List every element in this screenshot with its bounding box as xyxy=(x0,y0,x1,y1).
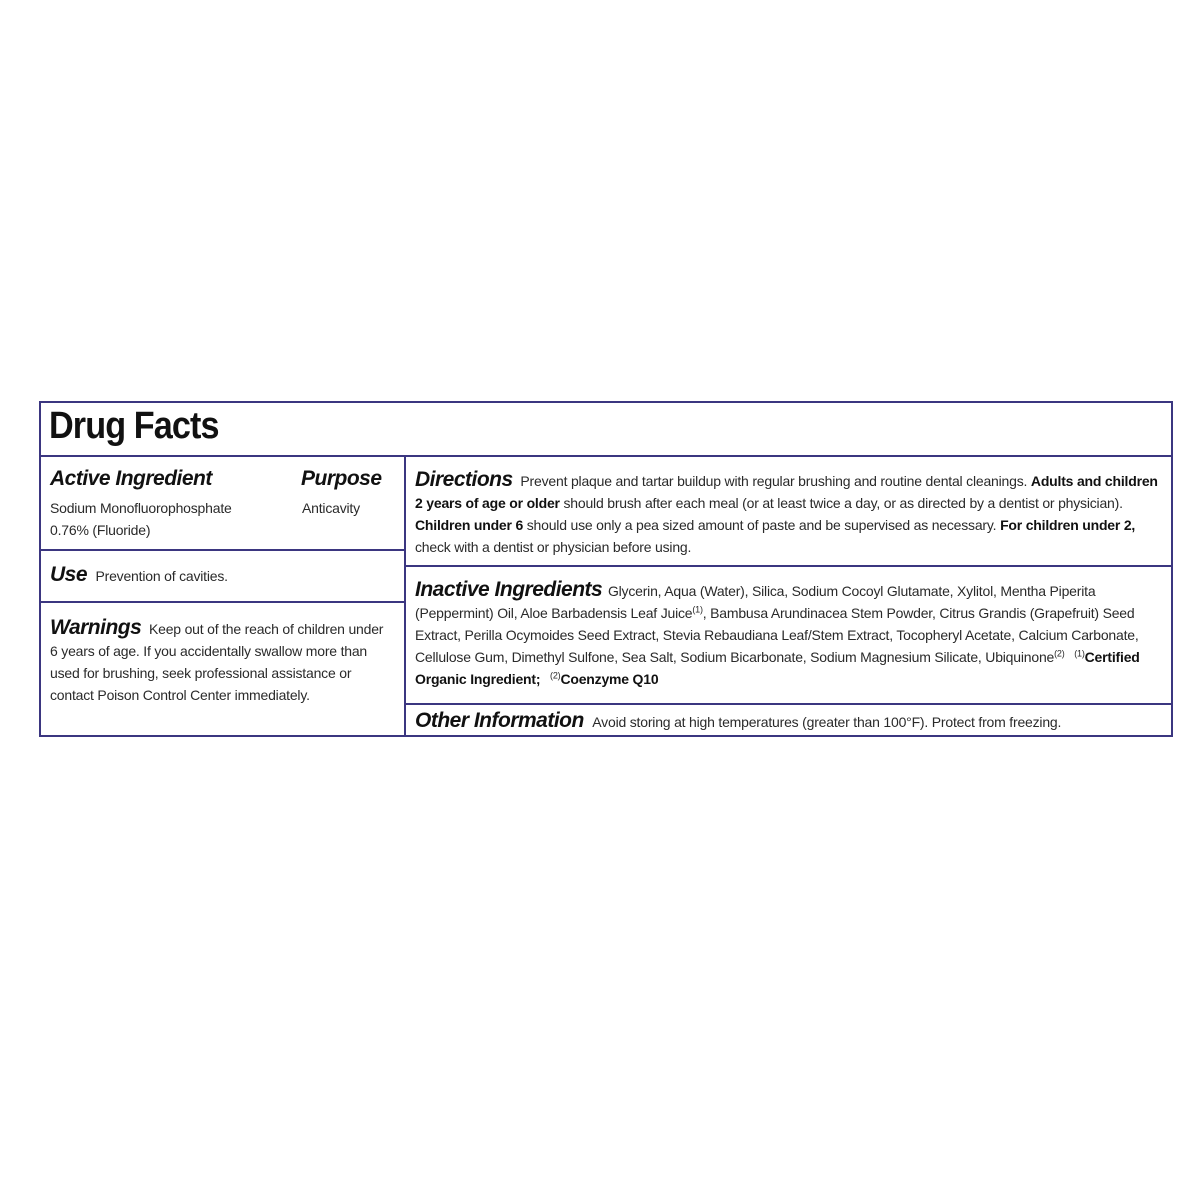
warnings-text: Keep out of the reach of children under 6 years of age. If you accidentally swallow more than used for brushing, seek professional assistance or contact Poison Control Center immediately. xyxy=(50,621,384,703)
directions-text-4: check with a dentist or physician before using. xyxy=(415,539,692,555)
left-column xyxy=(41,457,406,737)
inactive-ingredients-text-1: Glycerin, Aqua (Water), Silica, Sodium Cocoyl Glutamate, Xylitol, Mentha Piperita (Peppermint) Oil, Aloe Barbadensis Leaf Juice xyxy=(415,583,1096,621)
active-ingredient-name: Sodium Monofluorophosphate xyxy=(50,500,232,516)
directions-children-under-2: For children under 2, xyxy=(1000,517,1136,533)
other-information-text: Avoid storing at high temperatures (greater than 100°F). Protect from freezing. xyxy=(592,714,1062,730)
footnote-note-marker-1: (1) xyxy=(1074,648,1085,659)
directions-section xyxy=(406,457,1173,567)
footnote-certified-organic: Certified Organic Ingredient; xyxy=(415,649,1140,687)
title-row xyxy=(41,403,1171,457)
warnings-block xyxy=(50,617,390,706)
active-ingredient-heading: Active Ingredient xyxy=(50,467,212,490)
inactive-ingredients-block xyxy=(415,579,1163,690)
footnote-coenzyme: Coenzyme Q10 xyxy=(560,671,659,687)
use-heading: Use xyxy=(50,563,88,586)
other-information-section xyxy=(406,705,1173,737)
purpose-value: Anticavity xyxy=(302,500,360,516)
purpose-heading: Purpose xyxy=(301,467,382,490)
inactive-ingredients-text-2: , Bambusa Arundinacea Stem Powder, Citrus Grandis (Grapefruit) Seed Extract, Perilla Ocymoides Seed Extract, Stevia Rebaudiana Leaf/Stem Extract, Tocopheryl Acetate, Calcium Carbonate, Cellulose Gum, Dimethyl Sulfone, Sea Salt, Sodium Bicarbonate, Sodium Magnesium Silicate, Ubiquinone xyxy=(415,605,1139,665)
other-information-line xyxy=(415,709,1061,733)
footnote-marker-2: (2) xyxy=(1054,648,1065,659)
inactive-ingredients-section xyxy=(406,567,1173,705)
directions-children-under-6: Children under 6 xyxy=(415,517,524,533)
active-ingredient-section xyxy=(41,457,404,551)
directions-adults: Adults and children 2 years of age or older xyxy=(415,473,1158,511)
other-information-heading: Other Information xyxy=(415,709,584,732)
active-ingredient-strength: 0.76% (Fluoride) xyxy=(50,522,151,538)
inactive-ingredients-heading: Inactive Ingredients xyxy=(415,578,603,601)
directions-text-2: should brush after each meal (or at least twice a day, or as directed by a dentist or physician). xyxy=(563,495,1123,511)
drug-facts-title: Drug Facts xyxy=(49,405,219,447)
active-ingredient-text xyxy=(50,497,295,541)
use-section xyxy=(41,551,404,603)
right-column xyxy=(406,457,1173,737)
footnote-marker-1: (1) xyxy=(692,604,703,615)
warnings-heading: Warnings xyxy=(50,616,142,639)
directions-heading: Directions xyxy=(415,468,513,491)
use-line xyxy=(50,563,228,587)
directions-text-3: should use only a pea sized amount of paste and be supervised as necessary. xyxy=(526,517,997,533)
footnote-note-marker-2: (2) xyxy=(550,670,561,681)
directions-block xyxy=(415,469,1163,558)
warnings-section xyxy=(41,603,404,737)
drug-facts-panel xyxy=(39,401,1173,737)
directions-text-1: Prevent plaque and tartar buildup with regular brushing and routine dental cleanings. xyxy=(520,473,1028,489)
use-text: Prevention of cavities. xyxy=(95,568,228,584)
